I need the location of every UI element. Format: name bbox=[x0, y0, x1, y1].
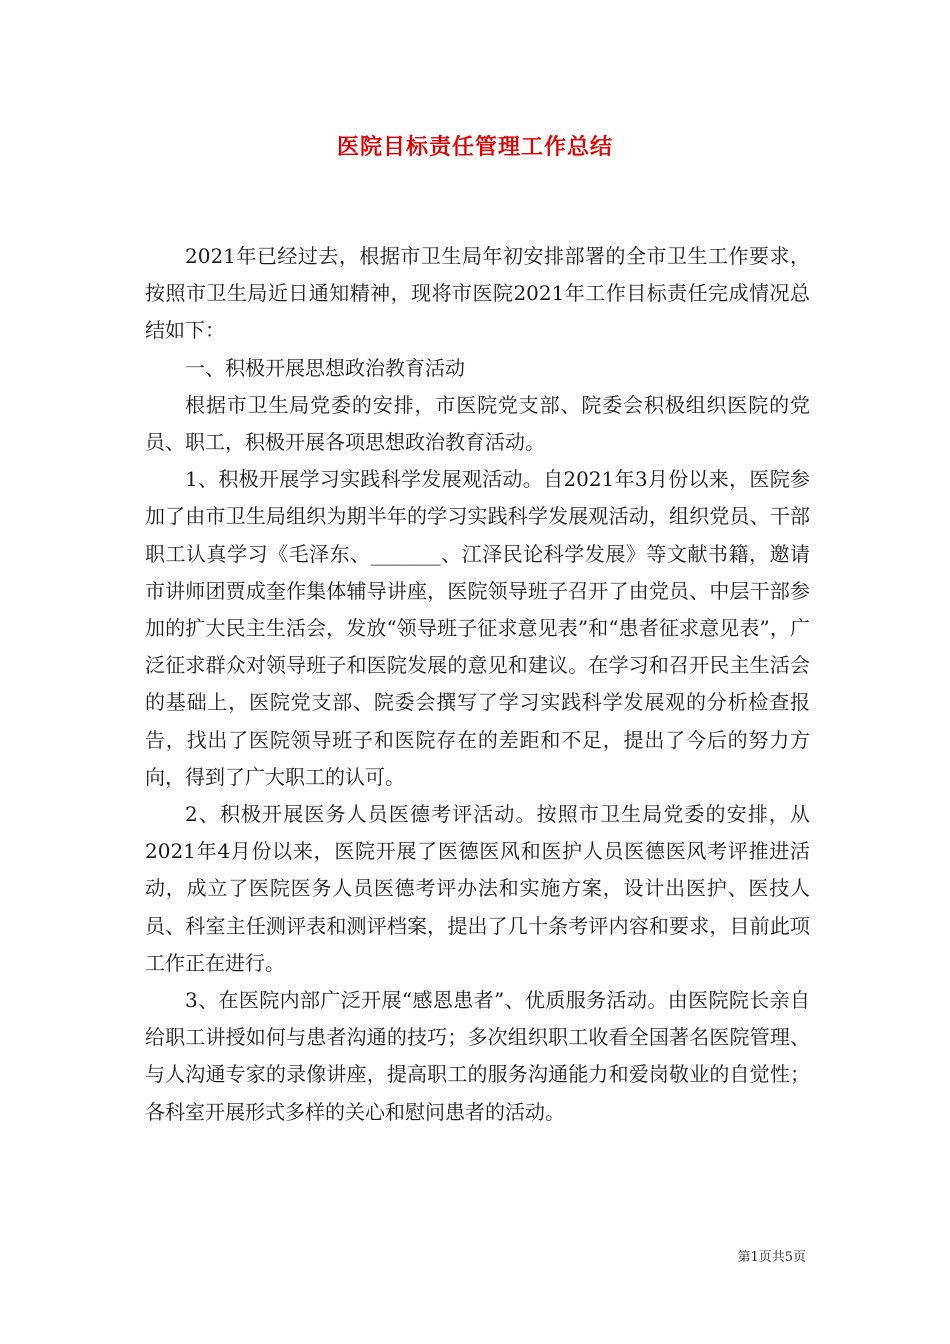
section-heading-1: 一、积极开展思想政治教育活动 bbox=[185, 355, 465, 380]
item-2-paragraph: 2、积极开展医务人员医德考评活动。按照市卫生局党委的安排，从2021年4月份以来，医院开展了医德医风和医护人员医德医风考评推进活动，成立了医院医务人员医德考评办法和实施方案，设计出医护、医技人员、科室主任测评表和测评档案，提出了几十条考评内容和要求，目前此项工作正在进行。 bbox=[145, 802, 810, 975]
document-title: 医院目标责任管理工作总结 bbox=[336, 135, 613, 160]
item-1-paragraph: 1、积极开展学习实践科学发展观活动。自2021年3月份以来，医院参加了由市卫生局组织为期半年的学习实践科学发展观活动，组织党员、干部职工认真学习《毛泽东、_______、江泽民论科学发展》等文献书籍，邀请市讲师团贾成奎作集体辅导讲座，医院领导班子召开了由党员、中层干部参加的扩大民主生活会，发放“领导班子征求意见表”和“患者征求意见表”，广泛征求群众对领导班子和医院发展的意见和建议。在学习和召开民主生活会的基础上，医院党支部、院委会撰写了学习实践科学发展观的分析检查报告，找出了医院领导班子和医院存在的差距和不足，提出了今后的努力方向，得到了广大职工的认可。 bbox=[145, 467, 810, 789]
document-body bbox=[145, 238, 810, 1131]
section-1-intro-paragraph: 根据市卫生局党委的安排，市医院党支部、院委会积极组织医院的党员、职工，积极开展各项思想政治教育活动。 bbox=[145, 392, 810, 455]
intro-paragraph: 2021年已经过去，根据市卫生局年初安排部署的全市卫生工作要求，按照市卫生局近日通知精神，现将市医院2021年工作目标责任完成情况总结如下： bbox=[145, 244, 810, 343]
page-number: 第1页共5页 bbox=[737, 1250, 806, 1265]
item-3-paragraph: 3、在医院内部广泛开展“感恩患者”、优质服务活动。由医院院长亲自给职工讲授如何与患者沟通的技巧；多次组织职工收看全国著名医院管理、与人沟通专家的录像讲座，提高职工的服务沟通能力和爱岗敬业的自觉性；各科室开展形式多样的关心和慰问患者的活动。 bbox=[145, 988, 810, 1124]
